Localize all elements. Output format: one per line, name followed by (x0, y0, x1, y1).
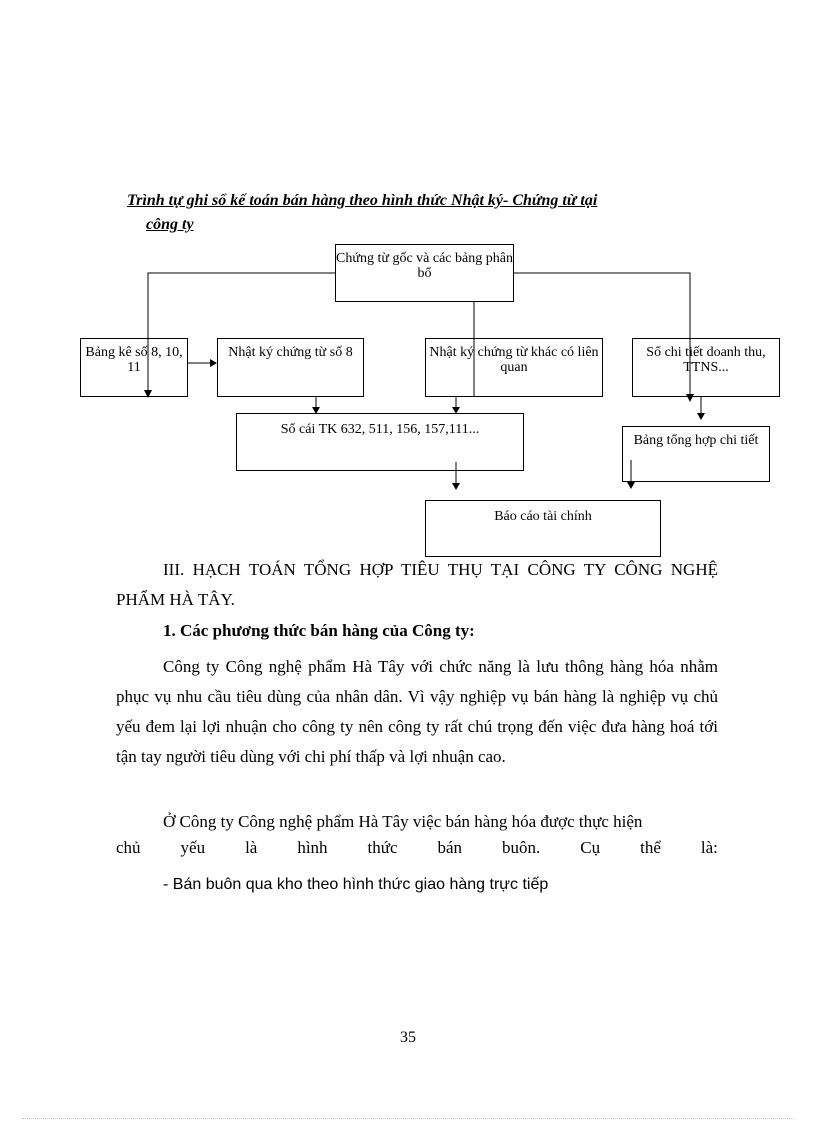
arrowhead-tong-hop (697, 413, 705, 420)
word: là (245, 838, 258, 857)
word: yếu (180, 838, 206, 857)
word: thức (367, 838, 398, 857)
box-so-chi-tiet: Sổ chi tiết doanh thu, TTNS... (632, 338, 780, 397)
word: bán (437, 838, 463, 857)
connector-source-to-so-chi-tiet (514, 273, 690, 396)
box-nhat-ky-chung-tu-8: Nhật ký chứng từ số 8 (217, 338, 364, 397)
arrowhead-so-chi-tiet (686, 394, 694, 402)
diagram-title-line2: công ty (146, 216, 194, 233)
bullet-item: - Bán buôn qua kho theo hình thức giao hàng trực tiếp (163, 876, 549, 893)
word: Cụ (580, 838, 601, 857)
box-bang-ke: Bảng kê số 8, 10, 11 (80, 338, 188, 397)
box-nhat-ky-chung-tu-khac: Nhật ký chứng từ khác có liên quan (425, 338, 603, 397)
arrowhead-nkct8 (210, 359, 217, 367)
word: chủ (116, 838, 141, 857)
box-source-documents: Chứng từ gốc và các bảng phân bổ (335, 244, 514, 302)
arrowhead-bao-cao-left (452, 483, 460, 490)
subheading: 1. Các phương thức bán hàng của Công ty: (163, 621, 475, 640)
box-so-cai: Sổ cái TK 632, 511, 156, 157,111... (236, 413, 524, 471)
box-bao-cao-tai-chinh: Báo cáo tài chính (425, 500, 661, 557)
paragraph-1: Công ty Công nghệ phẩm Hà Tây với chức năng là lưu thông hàng hóa nhằm phục vụ nhu cầu tiêu dùng của nhân dân. Vì vậy nghiệp vụ bán hàng là nghiệp vụ chủ yếu đem lại lợi nhuận cho công ty nên công ty rất chú trọng đến việc đưa hàng hoá tới tận tay người tiêu dùng với chi phí thấp và lợi nhuận cao. (116, 657, 718, 766)
section-heading: III. HẠCH TOÁN TỔNG HỢP TIÊU THỤ TẠI CÔNG TY CÔNG NGHỆ PHẨM HÀ TÂY. (116, 560, 718, 609)
paragraph-2-line2 (116, 838, 718, 858)
diagram-title-line1: Trình tự ghi sổ kế toán bán hàng theo hình thức Nhật ký- Chứng từ tại (127, 192, 598, 209)
page-number: 35 (400, 1029, 416, 1046)
word: hình (297, 838, 328, 857)
arrowhead-so-cai-right (452, 407, 460, 414)
connector-source-to-bang-ke (148, 273, 335, 392)
word: buôn. (502, 838, 541, 857)
word: là: (700, 838, 718, 857)
paragraph-2-line1: Ở Công ty Công nghệ phẩm Hà Tây việc bán hàng hóa được thực hiện (163, 812, 643, 831)
footer-divider (22, 1118, 794, 1119)
arrowhead-bang-ke (144, 390, 152, 398)
arrowhead-so-cai-left (312, 407, 320, 414)
box-bang-tong-hop: Bảng tổng hợp chi tiết (622, 426, 770, 482)
arrowhead-bao-cao-right (627, 482, 635, 489)
word: thể (640, 838, 661, 857)
